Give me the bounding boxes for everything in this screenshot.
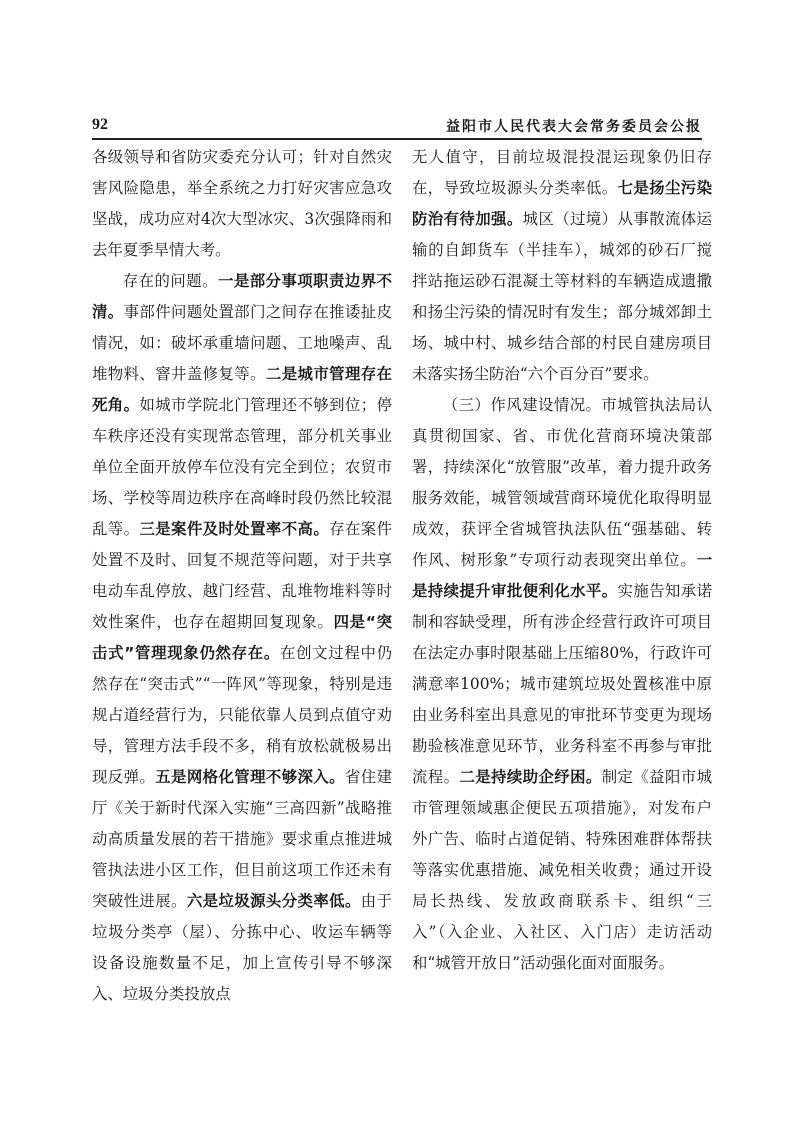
bold-heading: 四是“突击式”管理现象仍然存在。 — [92, 613, 392, 662]
paragraph — [412, 390, 712, 979]
bold-heading: 三是案件及时处置率不高。 — [139, 520, 330, 538]
bold-heading: 一是部分事项职责边界不清。 — [92, 272, 392, 321]
text-run: （三）作风建设情况。市城管执法局认真贯彻国家、省、市优化营商环境决策部署，持续深化“放管服”改革，着力提升政务服务效能，城管领域营商环境优化取得明显成效，获评全省城管执法队伍“强基础、转作风、树形象”专项行动表现突出单位。 — [412, 396, 712, 569]
bold-heading: 二是城市管理存在死角。 — [92, 365, 392, 414]
text-run: 存在的问题。 — [122, 272, 218, 290]
text-run: 存在案件处置不及时、回复不规范等问题，对于共享电动车乱停放、越门经营、乱堆物堆料等时效性案件，也存在超期回复现象。 — [92, 520, 392, 631]
text-run: 实施告知承诺制和容缺受理，所有涉企经营行政许可项目在法定办事时限基础上压缩80%，行政许可满意率100%；城市建筑垃圾处置核准中原由业务科室出具意见的审批环节变更为现场勘验核准意见环节，业务科室不再参与审批流程。 — [412, 582, 712, 786]
bold-heading: 二是持续助企纾困。 — [459, 768, 602, 786]
paragraph — [92, 266, 392, 1010]
text-run: 事部件问题处置部门之间存在推诿扯皮情况，如：破坏承重墙问题、工地噪声、乱堆物料、窨井盖修复等。 — [92, 303, 392, 383]
text-run: 无人值守，目前垃圾混投混运现象仍旧存在，导致垃圾源头分类率低。 — [412, 148, 712, 197]
bold-heading: 七是扬尘污染防治有待加强。 — [412, 179, 712, 228]
text-run: 由于垃圾分类亭（屋）、分拣中心、收运车辆等设备设施数量不足，加上宣传引导不够深入、垃圾分类投放点 — [92, 892, 392, 1003]
bold-heading: 六是垃圾源头分类率低。 — [186, 892, 361, 910]
paragraph — [92, 142, 392, 266]
left-column — [92, 142, 392, 1042]
text-run: 省住建厅《关于新时代深入实施“三高四新”战略推动高质量发展的若干措施》要求重点推进城管执法进小区工作，但目前这项工作还未有突破性进展。 — [92, 768, 392, 910]
paragraph — [412, 142, 712, 390]
paragraph-text: 各级领导和省防灾委充分认可；针对自然灾害风险隐患，举全系统之力打好灾害应急攻坚战，成功应对4次大型冰灾、3次强降雨和去年夏季旱情大考。 — [92, 148, 392, 259]
text-run: 如城市学院北门管理还不够到位；停车秩序还没有实现常态管理，部分机关事业单位全面开放停车位没有完全到位；农贸市场、学校等周边秩序在高峰时段仍然比较混乱等。 — [92, 396, 392, 538]
text-run: 在创文过程中仍然存在“突击式”“一阵风”等现象，特别是违规占道经营行为，只能依靠人员到点值守劝导，管理方法手段不多，稍有放松就极易出现反弹。 — [92, 644, 392, 786]
header-divider — [92, 138, 702, 140]
text-run: 城区（过境）从事散流体运输的自卸货车（半挂车），城郊的砂石厂搅拌站拖运砂石混凝土等材料的车辆造成遗撒和扬尘污染的情况时有发生；部分城郊卸土场、城中村、城乡结合部的村民自建房项目未落实扬尘防治“六个百分百”要求。 — [412, 210, 712, 383]
bold-heading: 一是持续提升审批便利化水平。 — [412, 551, 712, 600]
text-run: 制定《益阳市城市管理领域惠企便民五项措施》，对发布户外广告、临时占道促销、特殊困难群体帮扶等落实优惠措施、减免相关收费；通过开设局长热线、发放政商联系卡、组织“三入”（入企业、入社区、入门店）走访活动和“城管开放日”活动强化面对面服务。 — [412, 768, 712, 972]
right-column — [412, 142, 712, 1042]
journal-title: 益阳市人民代表大会常务委员会公报 — [446, 119, 702, 135]
bold-heading: 五是网格化管理不够深入。 — [155, 768, 345, 786]
page-number: 92 — [92, 116, 108, 133]
page-header — [92, 110, 702, 140]
